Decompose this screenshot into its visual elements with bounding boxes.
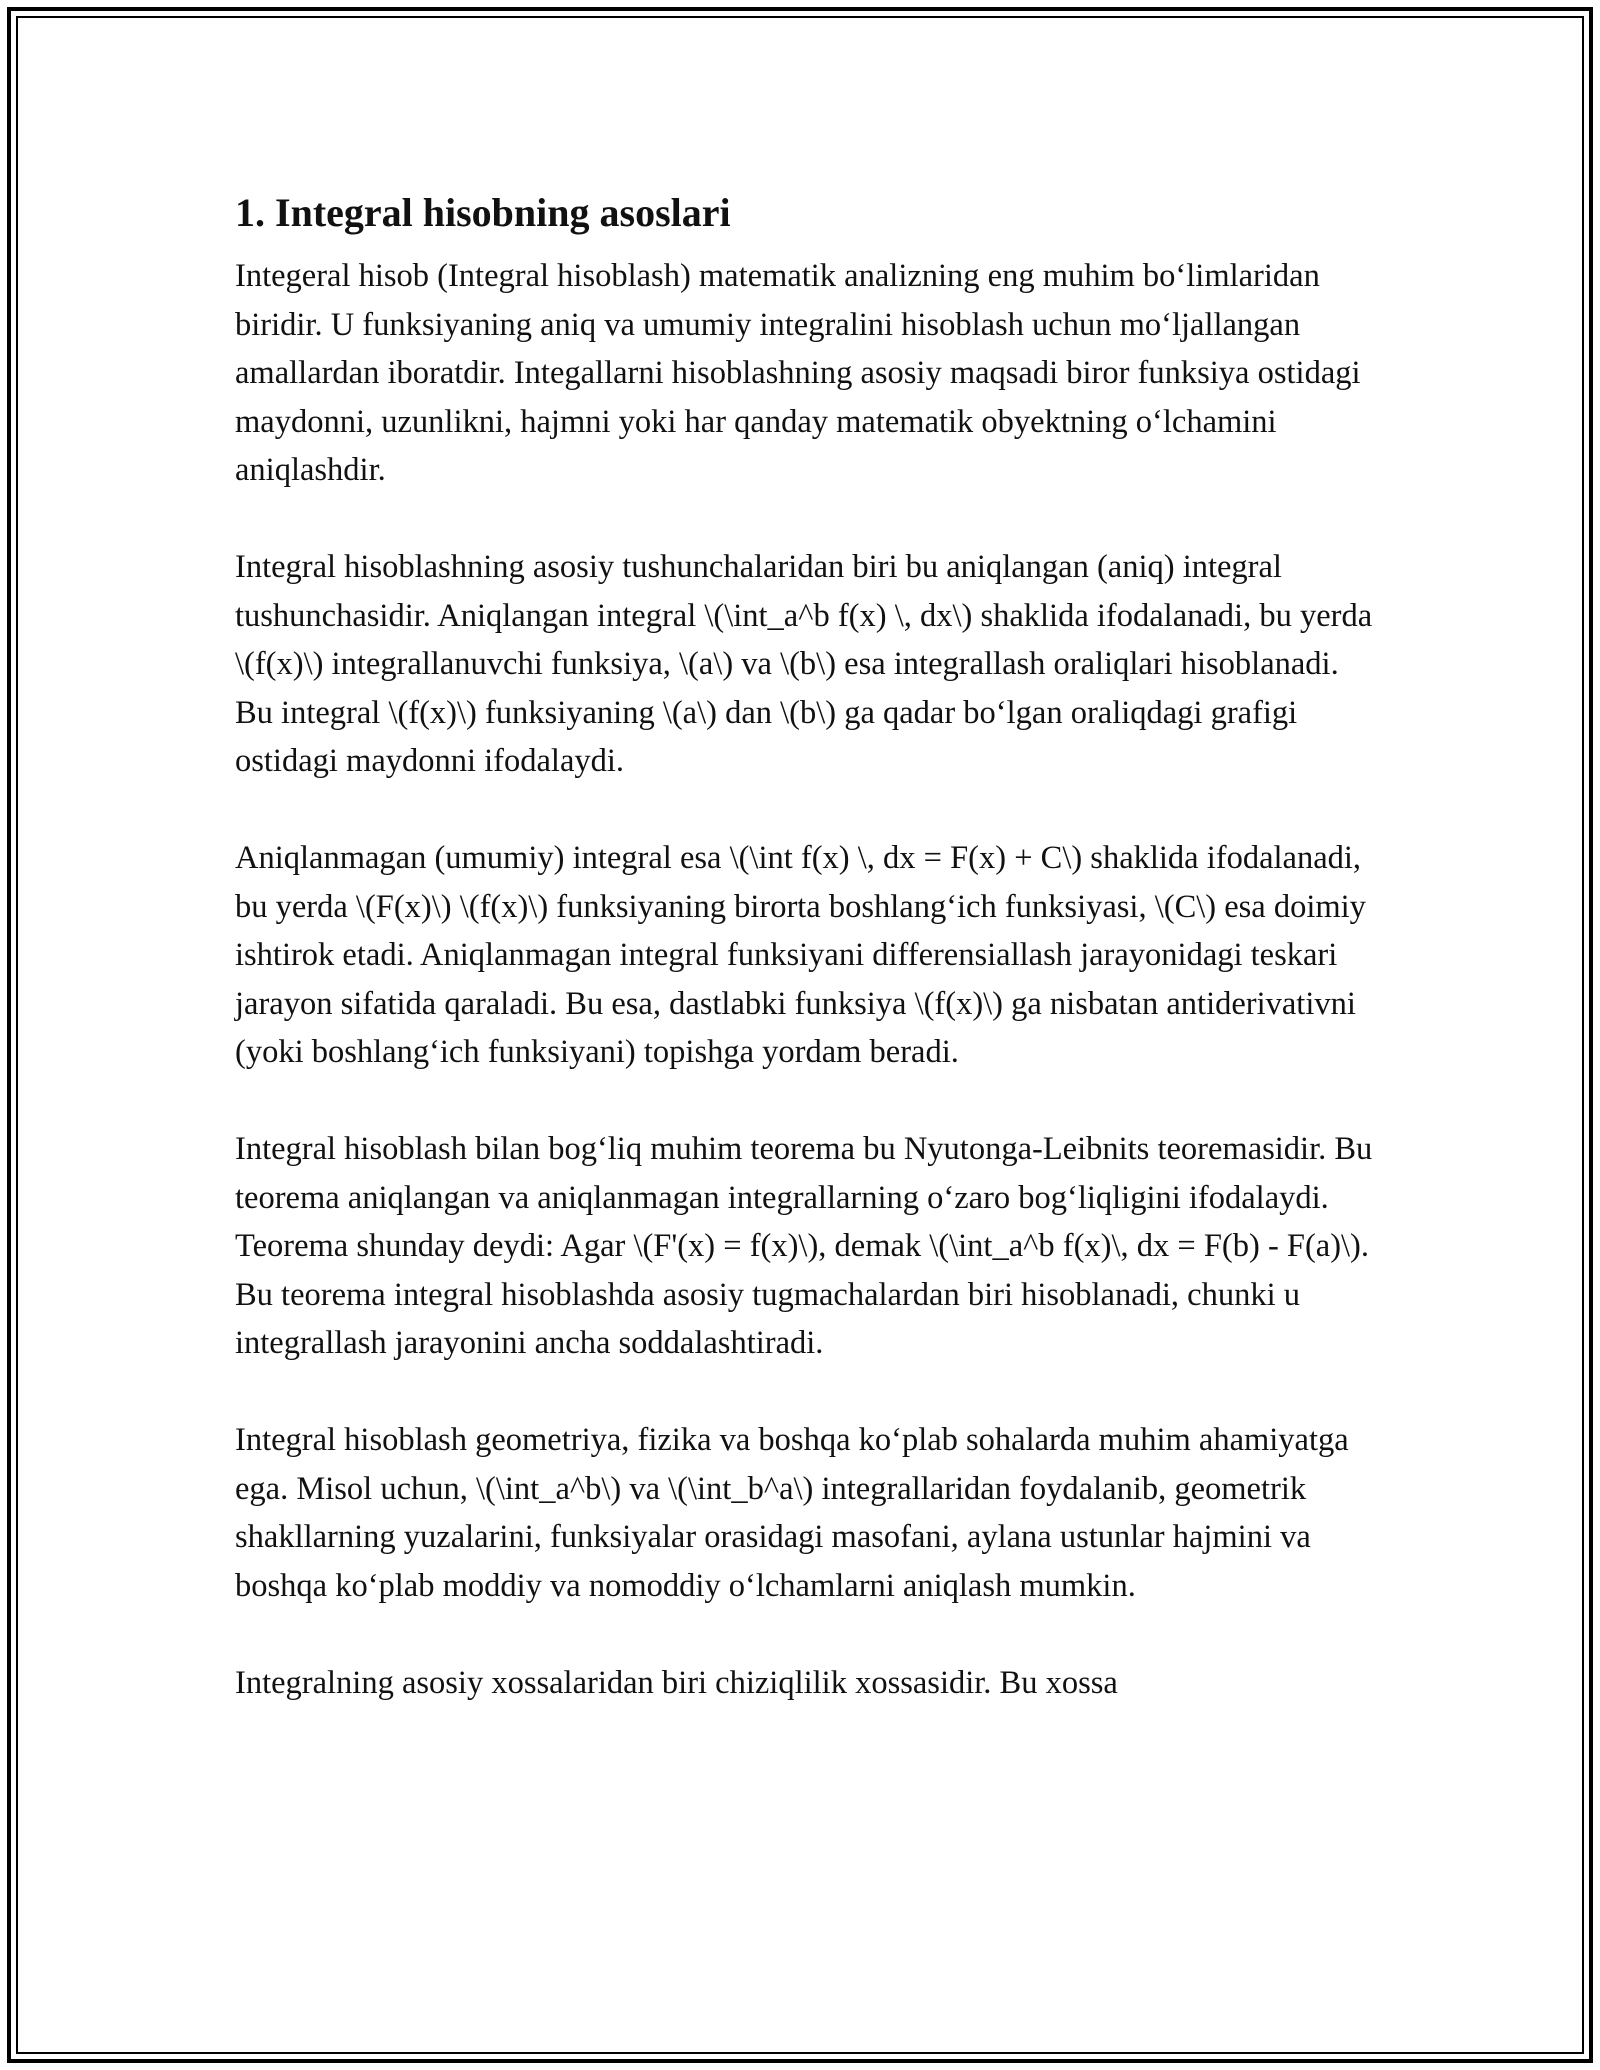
- paragraph-definite-integral: Integral hisoblashning asosiy tushunchalaridan biri bu aniqlangan (aniq) integral tushunchasidir. Aniqlangan integral \(\int_a^b f(x) \, dx\) shaklida ifodalanadi, bu yerda \(f(x)\) integrallanuvchi funksiya, \(a\) va \(b\) esa integrallash oraliqlari hisoblanadi. Bu integral \(f(x)\) funksiyaning \(a\) dan \(b\) ga qadar bo‘lgan oraliqdagi grafigi ostidagi maydonni ifodalaydi.: [235, 549, 1373, 779]
- paragraph-intro: Integeral hisob (Integral hisoblash) matematik analizning eng muhim bo‘limlaridan biridir. U funksiyaning aniq va umumiy integralini hisoblash uchun mo‘ljallangan amallardan iboratdir. Integallarni hisoblashning asosiy maqsadi biror funksiya ostidagi maydonni, uzunlikni, hajmni yoki har qanday matematik obyektning o‘lchamini aniqlashdir.: [235, 258, 1361, 488]
- paragraph-indefinite-integral: Aniqlanmagan (umumiy) integral esa \(\int f(x) \, dx = F(x) + C\) shaklida ifodalanadi, bu yerda \(F(x)\) \(f(x)\) funksiyaning birorta boshlang‘ich funksiyasi, \(C\) esa doimiy ishtirok etadi. Aniqlanmagan integral funksiyani differensiallash jarayonidagi teskari jarayon sifatida qaraladi. Bu esa, dastlabki funksiya \(f(x)\) ga nisbatan antiderivativni (yoki boshlang‘ich funksiyani) topishga yordam beradi.: [235, 840, 1366, 1070]
- document-body: [235, 186, 1375, 1756]
- section-heading: 1. Integral hisobning asoslari: [235, 190, 731, 235]
- paragraph-linearity: Integralning asosiy xossalaridan biri chiziqlilik xossasidir. Bu xossa: [235, 1664, 1118, 1701]
- paragraph-applications: Integral hisoblash geometriya, fizika va boshqa ko‘plab sohalarda muhim ahamiyatga ega. Misol uchun, \(\int_a^b\) va \(\int_b^a\) integrallaridan foydalanib, geometrik shakllarning yuzalarini, funksiyalar orasidagi masofani, aylana ustunlar hajmini va boshqa ko‘plab moddiy va nomoddiy o‘lchamlarni aniqlash mumkin.: [235, 1422, 1349, 1604]
- paragraph-newton-leibniz: Integral hisoblash bilan bog‘liq muhim teorema bu Nyutonga-Leibnits teoremasidir. Bu teorema aniqlangan va aniqlanmagan integrallarning o‘zaro bog‘liqligini ifodalaydi. Teorema shunday deydi: Agar \(F'(x) = f(x)\), demak \(\int_a^b f(x)\, dx = F(b) - F(a)\). Bu teorema integral hisoblashda asosiy tugmachalardan biri hisoblanadi, chunki u integrallash jarayonini ancha soddalashtiradi.: [235, 1131, 1373, 1361]
